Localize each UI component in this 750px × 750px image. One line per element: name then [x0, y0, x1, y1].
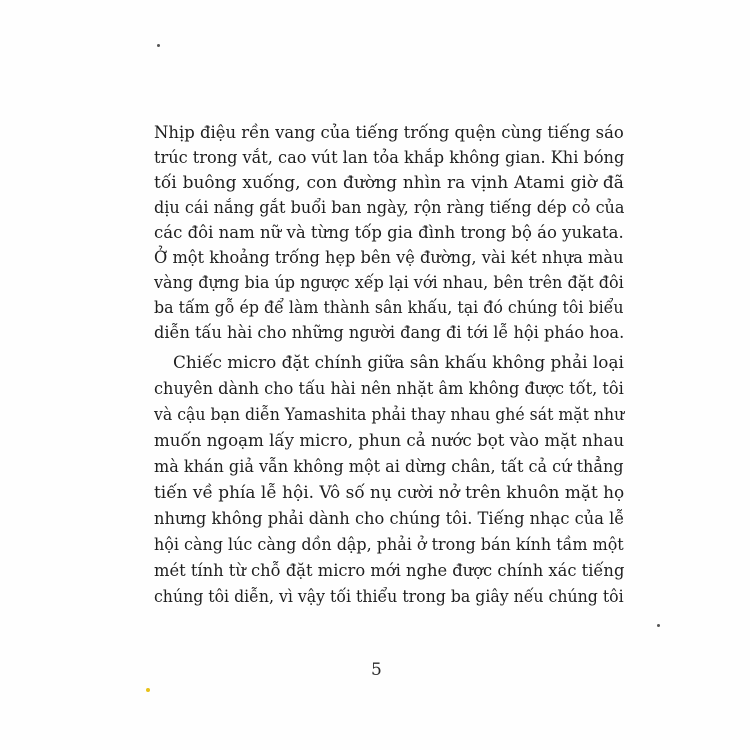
text-line: chúng tôi diễn, vì vậy tối thiểu trong ba giây nếu chúng tôi: [154, 587, 624, 607]
text-line: các đôi nam nữ và từng tốp gia đình trong bộ áo yukata.: [154, 223, 624, 243]
text-line: Chiếc micro đặt chính giữa sân khấu không phải loại: [173, 353, 624, 373]
text-line: vàng đựng bia úp ngược xếp lại với nhau, bên trên đặt đôi: [154, 273, 624, 293]
text-line: diễn tấu hài cho những người đang đi tới lễ hội pháo hoa.: [154, 323, 625, 343]
text-line: nhưng không phải dành cho chúng tôi. Tiếng nhạc của lễ: [154, 509, 625, 529]
text-line: dịu cái nắng gắt buổi ban ngày, rộn ràng tiếng dép cỏ của: [154, 198, 625, 218]
text-line: và cậu bạn diễn Yamashita phải thay nhau ghé sát mặt như: [154, 405, 625, 425]
text-line: muốn ngoạm lấy micro, phun cả nước bọt vào mặt nhau: [154, 431, 625, 451]
ink-speck: [157, 44, 160, 47]
text-line: chuyên dành cho tấu hài nên nhặt âm không được tốt, tôi: [154, 379, 624, 399]
text-line: tối buông xuống, con đường nhìn ra vịnh Atami giờ đã: [154, 173, 624, 193]
text-line: tiến về phía lễ hội. Vô số nụ cười nở trên khuôn mặt họ: [154, 483, 625, 503]
page-number: 5: [371, 660, 382, 680]
text-line: ba tấm gỗ ép để làm thành sân khấu, tại đó chúng tôi biểu: [154, 298, 624, 318]
ink-speck: [657, 624, 660, 627]
text-line: Nhịp điệu rền vang của tiếng trống quện cùng tiếng sáo: [154, 123, 624, 143]
text-line: mà khán giả vẫn không một ai dừng chân, tất cả cứ thẳng: [154, 457, 624, 477]
text-line: Ở một khoảng trống hẹp bên vệ đường, vài két nhựa màu: [154, 248, 624, 268]
text-line: mét tính từ chỗ đặt micro mới nghe được chính xác tiếng: [154, 561, 625, 581]
yellow-speck: [146, 688, 150, 692]
text-line: hội càng lúc càng dồn dập, phải ở trong bán kính tầm một: [154, 535, 624, 555]
text-line: trúc trong vắt, cao vút lan tỏa khắp không gian. Khi bóng: [154, 148, 625, 168]
